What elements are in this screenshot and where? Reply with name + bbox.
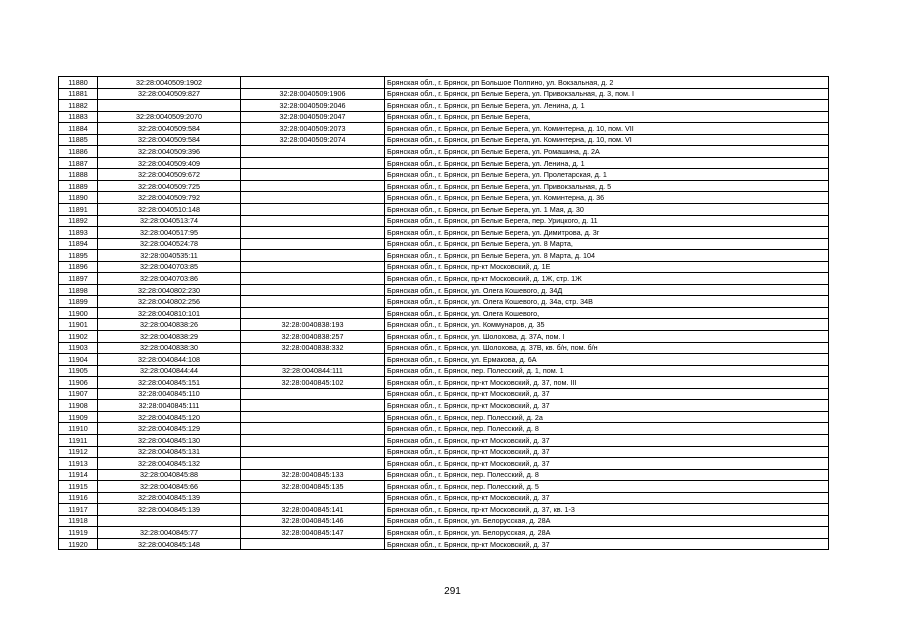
related-cadastral-number-cell: 32:28:0040844:111: [241, 365, 385, 377]
table-row: [59, 215, 829, 227]
address-cell: Брянская обл., г. Брянск, ул. Ермакова, д. 6А: [385, 354, 829, 366]
table-row: [59, 354, 829, 366]
address-cell: Брянская обл., г. Брянск, ул. Олега Кошевого, д. 34а, стр. 34В: [385, 296, 829, 308]
cadastral-number-cell: 32:28:0040509:584: [98, 123, 241, 135]
related-cadastral-number-cell: 32:28:0040838:193: [241, 319, 385, 331]
address-cell: Брянская обл., г. Брянск, рп Белые Берега, ул. Ромашина, д. 2А: [385, 146, 829, 158]
table-row: [59, 134, 829, 146]
page-number: 291: [444, 586, 461, 597]
row-number-cell: 11913: [59, 458, 98, 470]
address-cell: Брянская обл., г. Брянск, ул. Шолохова, д. 37В, кв. б/н, пом. б/н: [385, 342, 829, 354]
address-cell: Брянская обл., г. Брянск, рп Белые Берега, ул. Привокзальная, д. 5: [385, 180, 829, 192]
cadastral-number-cell: 32:28:0040845:129: [98, 423, 241, 435]
cadastral-number-cell: [98, 100, 241, 112]
related-cadastral-number-cell: [241, 284, 385, 296]
cadastral-number-cell: 32:28:0040509:584: [98, 134, 241, 146]
cadastral-number-cell: 32:28:0040509:409: [98, 157, 241, 169]
table-row: [59, 411, 829, 423]
row-number-cell: 11912: [59, 446, 98, 458]
related-cadastral-number-cell: [241, 446, 385, 458]
related-cadastral-number-cell: [241, 388, 385, 400]
related-cadastral-number-cell: 32:28:0040838:332: [241, 342, 385, 354]
cadastral-number-cell: [98, 515, 241, 527]
table-row: [59, 388, 829, 400]
row-number-cell: 11915: [59, 481, 98, 493]
row-number-cell: 11882: [59, 100, 98, 112]
row-number-cell: 11881: [59, 88, 98, 100]
row-number-cell: 11919: [59, 527, 98, 539]
address-cell: Брянская обл., г. Брянск, рп Белые Берега, ул. Ленина, д. 1: [385, 157, 829, 169]
table-row: [59, 492, 829, 504]
row-number-cell: 11894: [59, 238, 98, 250]
table-row: [59, 458, 829, 470]
cadastral-number-cell: 32:28:0040845:130: [98, 434, 241, 446]
address-cell: Брянская обл., г. Брянск, ул. Олега Кошевого,: [385, 307, 829, 319]
row-number-cell: 11895: [59, 250, 98, 262]
related-cadastral-number-cell: [241, 273, 385, 285]
table-row: [59, 180, 829, 192]
cadastral-number-cell: 32:28:0040524:78: [98, 238, 241, 250]
related-cadastral-number-cell: [241, 423, 385, 435]
related-cadastral-number-cell: [241, 169, 385, 181]
table-row: [59, 400, 829, 412]
address-cell: Брянская обл., г. Брянск, пр-кт Московский, д. 1Е: [385, 261, 829, 273]
address-cell: Брянская обл., г. Брянск, ул. Белорусская, д. 28А: [385, 515, 829, 527]
row-number-cell: 11883: [59, 111, 98, 123]
cadastral-number-cell: 32:28:0040509:2070: [98, 111, 241, 123]
address-cell: Брянская обл., г. Брянск, ул. Олега Кошевого, д. 34Д: [385, 284, 829, 296]
row-number-cell: 11904: [59, 354, 98, 366]
row-number-cell: 11885: [59, 134, 98, 146]
address-cell: Брянская обл., г. Брянск, пер. Полесский, д. 8: [385, 469, 829, 481]
table-row: [59, 434, 829, 446]
address-cell: Брянская обл., г. Брянск, пер. Полесский, д. 8: [385, 423, 829, 435]
cadastral-number-cell: 32:28:0040509:396: [98, 146, 241, 158]
row-number-cell: 11902: [59, 331, 98, 343]
cadastral-number-cell: 32:28:0040845:88: [98, 469, 241, 481]
table-row: [59, 273, 829, 285]
address-cell: Брянская обл., г. Брянск, пер. Полесский, д. 5: [385, 481, 829, 493]
table-body: [59, 77, 829, 550]
cadastral-number-cell: 32:28:0040845:120: [98, 411, 241, 423]
address-cell: Брянская обл., г. Брянск, пер. Полесский, д. 1, пом. 1: [385, 365, 829, 377]
registry-table: [58, 76, 829, 550]
address-cell: Брянская обл., г. Брянск, рп Белые Берега, пер. Урицкого, д. 11: [385, 215, 829, 227]
cadastral-number-cell: 32:28:0040844:108: [98, 354, 241, 366]
row-number-cell: 11920: [59, 538, 98, 550]
row-number-cell: 11887: [59, 157, 98, 169]
related-cadastral-number-cell: [241, 307, 385, 319]
table-row: [59, 238, 829, 250]
address-cell: Брянская обл., г. Брянск, рп Белые Берега, ул. 8 Марта,: [385, 238, 829, 250]
address-cell: Брянская обл., г. Брянск, рп Белые Берега, ул. Пролетарская, д. 1: [385, 169, 829, 181]
cadastral-number-cell: 32:28:0040845:111: [98, 400, 241, 412]
table-row: [59, 538, 829, 550]
cadastral-number-cell: 32:28:0040810:101: [98, 307, 241, 319]
cadastral-number-cell: 32:28:0040838:29: [98, 331, 241, 343]
table-row: [59, 111, 829, 123]
row-number-cell: 11909: [59, 411, 98, 423]
cadastral-number-cell: 32:28:0040845:132: [98, 458, 241, 470]
cadastral-number-cell: 32:28:0040703:85: [98, 261, 241, 273]
table-row: [59, 77, 829, 89]
table-row: [59, 296, 829, 308]
row-number-cell: 11917: [59, 504, 98, 516]
row-number-cell: 11898: [59, 284, 98, 296]
row-number-cell: 11891: [59, 204, 98, 216]
related-cadastral-number-cell: 32:28:0040845:135: [241, 481, 385, 493]
cadastral-number-cell: 32:28:0040517:95: [98, 227, 241, 239]
row-number-cell: 11906: [59, 377, 98, 389]
related-cadastral-number-cell: 32:28:0040509:2047: [241, 111, 385, 123]
row-number-cell: 11901: [59, 319, 98, 331]
address-cell: Брянская обл., г. Брянск, ул. Коммунаров, д. 35: [385, 319, 829, 331]
table-row: [59, 446, 829, 458]
related-cadastral-number-cell: [241, 180, 385, 192]
address-cell: Брянская обл., г. Брянск, пр-кт Московский, д. 37: [385, 446, 829, 458]
cadastral-number-cell: 32:28:0040509:1902: [98, 77, 241, 89]
row-number-cell: 11908: [59, 400, 98, 412]
related-cadastral-number-cell: [241, 538, 385, 550]
cadastral-number-cell: 32:28:0040845:110: [98, 388, 241, 400]
row-number-cell: 11880: [59, 77, 98, 89]
related-cadastral-number-cell: [241, 250, 385, 262]
address-cell: Брянская обл., г. Брянск, пр-кт Московский, д. 1Ж, стр. 1Ж: [385, 273, 829, 285]
table-row: [59, 469, 829, 481]
table-row: [59, 261, 829, 273]
cadastral-number-cell: 32:28:0040509:827: [98, 88, 241, 100]
related-cadastral-number-cell: [241, 192, 385, 204]
table-row: [59, 342, 829, 354]
cadastral-number-cell: 32:28:0040535:11: [98, 250, 241, 262]
address-cell: Брянская обл., г. Брянск, рп Белые Берега,: [385, 111, 829, 123]
row-number-cell: 11893: [59, 227, 98, 239]
related-cadastral-number-cell: 32:28:0040509:2046: [241, 100, 385, 112]
table-row: [59, 157, 829, 169]
address-cell: Брянская обл., г. Брянск, рп Белые Берега, ул. 8 Марта, д. 104: [385, 250, 829, 262]
address-cell: Брянская обл., г. Брянск, пр-кт Московский, д. 37, пом. III: [385, 377, 829, 389]
related-cadastral-number-cell: [241, 400, 385, 412]
related-cadastral-number-cell: [241, 458, 385, 470]
table-row: [59, 481, 829, 493]
address-cell: Брянская обл., г. Брянск, пр-кт Московский, д. 37: [385, 538, 829, 550]
address-cell: Брянская обл., г. Брянск, ул. Шолохова, д. 37А, пом. I: [385, 331, 829, 343]
address-cell: Брянская обл., г. Брянск, пр-кт Московский, д. 37, кв. 1-3: [385, 504, 829, 516]
row-number-cell: 11896: [59, 261, 98, 273]
table-row: [59, 284, 829, 296]
related-cadastral-number-cell: [241, 296, 385, 308]
cadastral-number-cell: 32:28:0040703:86: [98, 273, 241, 285]
related-cadastral-number-cell: 32:28:0040509:2074: [241, 134, 385, 146]
row-number-cell: 11911: [59, 434, 98, 446]
related-cadastral-number-cell: [241, 157, 385, 169]
row-number-cell: 11890: [59, 192, 98, 204]
row-number-cell: 11897: [59, 273, 98, 285]
address-cell: Брянская обл., г. Брянск, пр-кт Московский, д. 37: [385, 400, 829, 412]
address-cell: Брянская обл., г. Брянск, пр-кт Московский, д. 37: [385, 492, 829, 504]
cadastral-number-cell: 32:28:0040802:230: [98, 284, 241, 296]
related-cadastral-number-cell: [241, 146, 385, 158]
cadastral-number-cell: 32:28:0040838:26: [98, 319, 241, 331]
table-row: [59, 123, 829, 135]
row-number-cell: 11907: [59, 388, 98, 400]
cadastral-number-cell: 32:28:0040845:151: [98, 377, 241, 389]
cadastral-number-cell: 32:28:0040802:256: [98, 296, 241, 308]
address-cell: Брянская обл., г. Брянск, рп Большое Полпино, ул. Вокзальная, д. 2: [385, 77, 829, 89]
address-cell: Брянская обл., г. Брянск, рп Белые Берега, ул. Коминтерна, д. 36: [385, 192, 829, 204]
cadastral-number-cell: 32:28:0040509:725: [98, 180, 241, 192]
table-row: [59, 204, 829, 216]
table-row: [59, 515, 829, 527]
row-number-cell: 11905: [59, 365, 98, 377]
cadastral-number-cell: 32:28:0040845:139: [98, 492, 241, 504]
cadastral-number-cell: 32:28:0040838:30: [98, 342, 241, 354]
table-row: [59, 146, 829, 158]
related-cadastral-number-cell: [241, 215, 385, 227]
address-cell: Брянская обл., г. Брянск, рп Белые Берега, ул. Коминтерна, д. 10, пом. VI: [385, 134, 829, 146]
related-cadastral-number-cell: [241, 261, 385, 273]
table-row: [59, 88, 829, 100]
address-cell: Брянская обл., г. Брянск, рп Белые Берега, ул. Димитрова, д. 3г: [385, 227, 829, 239]
row-number-cell: 11886: [59, 146, 98, 158]
address-cell: Брянская обл., г. Брянск, ул. Белорусская, д. 28А: [385, 527, 829, 539]
table-row: [59, 192, 829, 204]
cadastral-number-cell: 32:28:0040845:131: [98, 446, 241, 458]
related-cadastral-number-cell: 32:28:0040845:141: [241, 504, 385, 516]
table-row: [59, 331, 829, 343]
related-cadastral-number-cell: [241, 204, 385, 216]
address-cell: Брянская обл., г. Брянск, рп Белые Берега, ул. Ленина, д. 1: [385, 100, 829, 112]
related-cadastral-number-cell: [241, 354, 385, 366]
table-row: [59, 527, 829, 539]
table-row: [59, 423, 829, 435]
address-cell: Брянская обл., г. Брянск, рп Белые Берега, ул. Коминтерна, д. 10, пом. VII: [385, 123, 829, 135]
related-cadastral-number-cell: 32:28:0040509:1906: [241, 88, 385, 100]
row-number-cell: 11916: [59, 492, 98, 504]
cadastral-number-cell: 32:28:0040845:66: [98, 481, 241, 493]
related-cadastral-number-cell: 32:28:0040838:257: [241, 331, 385, 343]
cadastral-number-cell: 32:28:0040513:74: [98, 215, 241, 227]
row-number-cell: 11889: [59, 180, 98, 192]
table-row: [59, 227, 829, 239]
address-cell: Брянская обл., г. Брянск, рп Белые Берега, ул. 1 Мая, д. 30: [385, 204, 829, 216]
table-row: [59, 169, 829, 181]
row-number-cell: 11884: [59, 123, 98, 135]
row-number-cell: 11892: [59, 215, 98, 227]
related-cadastral-number-cell: 32:28:0040845:133: [241, 469, 385, 481]
related-cadastral-number-cell: [241, 411, 385, 423]
cadastral-number-cell: 32:28:0040509:672: [98, 169, 241, 181]
address-cell: Брянская обл., г. Брянск, рп Белые Берега, ул. Привокзальная, д. 3, пом. I: [385, 88, 829, 100]
related-cadastral-number-cell: [241, 227, 385, 239]
row-number-cell: 11903: [59, 342, 98, 354]
address-cell: Брянская обл., г. Брянск, пер. Полесский, д. 2а: [385, 411, 829, 423]
table-row: [59, 100, 829, 112]
row-number-cell: 11900: [59, 307, 98, 319]
related-cadastral-number-cell: [241, 77, 385, 89]
related-cadastral-number-cell: [241, 434, 385, 446]
address-cell: Брянская обл., г. Брянск, пр-кт Московский, д. 37: [385, 434, 829, 446]
table-row: [59, 319, 829, 331]
related-cadastral-number-cell: [241, 492, 385, 504]
related-cadastral-number-cell: [241, 238, 385, 250]
cadastral-number-cell: 32:28:0040845:148: [98, 538, 241, 550]
cadastral-number-cell: 32:28:0040509:792: [98, 192, 241, 204]
cadastral-number-cell: 32:28:0040844:44: [98, 365, 241, 377]
row-number-cell: 11914: [59, 469, 98, 481]
address-cell: Брянская обл., г. Брянск, пр-кт Московский, д. 37: [385, 388, 829, 400]
table-row: [59, 504, 829, 516]
related-cadastral-number-cell: 32:28:0040845:102: [241, 377, 385, 389]
cadastral-number-cell: 32:28:0040845:77: [98, 527, 241, 539]
related-cadastral-number-cell: 32:28:0040845:147: [241, 527, 385, 539]
cadastral-number-cell: 32:28:0040510:148: [98, 204, 241, 216]
table-row: [59, 307, 829, 319]
table-row: [59, 365, 829, 377]
row-number-cell: 11910: [59, 423, 98, 435]
related-cadastral-number-cell: 32:28:0040845:146: [241, 515, 385, 527]
table-row: [59, 377, 829, 389]
row-number-cell: 11918: [59, 515, 98, 527]
table-row: [59, 250, 829, 262]
row-number-cell: 11888: [59, 169, 98, 181]
row-number-cell: 11899: [59, 296, 98, 308]
related-cadastral-number-cell: 32:28:0040509:2073: [241, 123, 385, 135]
address-cell: Брянская обл., г. Брянск, пр-кт Московский, д. 37: [385, 458, 829, 470]
cadastral-number-cell: 32:28:0040845:139: [98, 504, 241, 516]
